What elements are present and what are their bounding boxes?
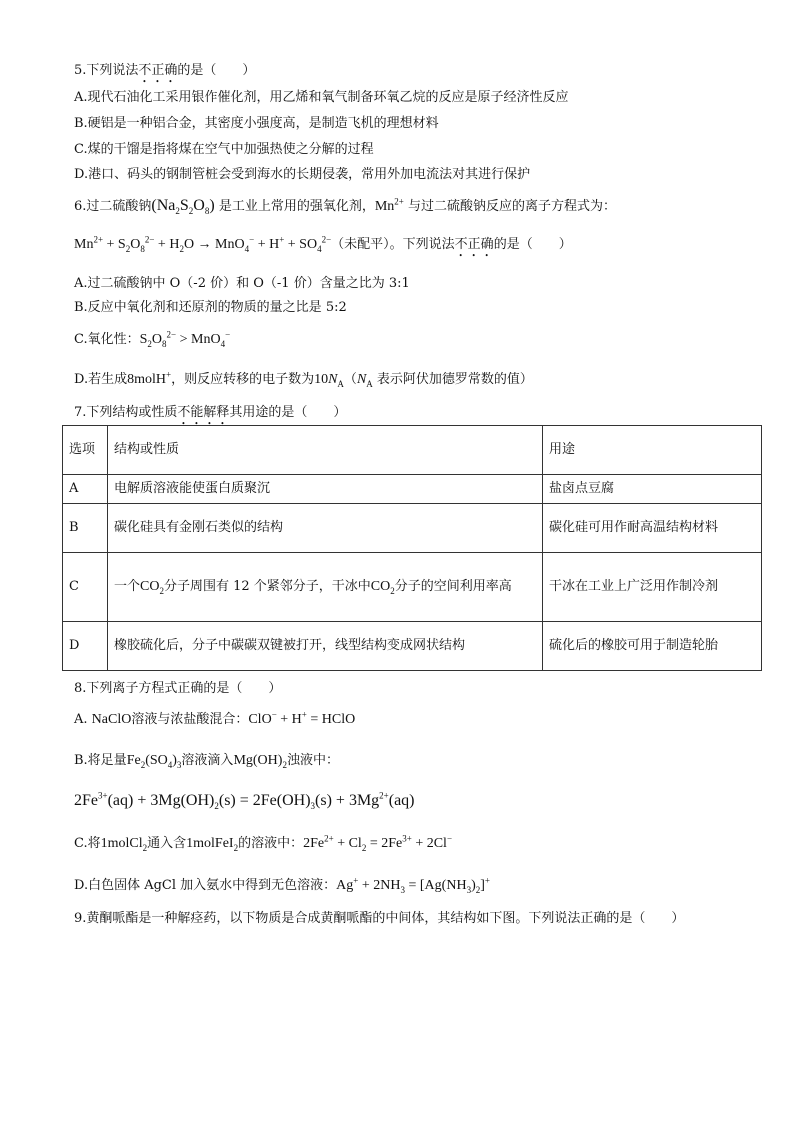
header-use: 用途 [543, 426, 762, 475]
table-header-row [63, 426, 762, 475]
row-use: 干冰在工业上广泛用作制冷剂 [543, 553, 762, 622]
q6-option-b: B.反应中氧化剂和还原剂的物质的量之比是 5:2 [74, 300, 347, 315]
q8-option-c: C.将1molCl$_2$通入含1molFeI$_2$的溶液中：$2Fe^{2+} + Cl_2 = 2Fe^{3+} + 2Cl^-$ [74, 833, 453, 853]
q5-option-a: A.现代石油化工采用银作催化剂，用乙烯和氧气制备环氧乙烷的反应是原子经济性反应 [74, 90, 569, 105]
row-property: 碳化硅具有金刚石类似的结构 [108, 504, 543, 553]
q8-option-a: A. NaClO溶液与浓盐酸混合：ClO− + H+ = HClO [74, 709, 356, 727]
q5-stem: 5.下列说法不正确的是（ ） [74, 63, 256, 78]
row-use: 碳化硅可用作耐高温结构材料 [543, 504, 762, 553]
q9-stem: 9.黄酮哌酯是一种解痉药，以下物质是合成黄酮哌酯的中间体，其结构如下图。下列说法正确的是（ ） [74, 911, 685, 926]
q6-stem: 6.过二硫酸钠$(Na_2S_2O_8)$ 是工业上常用的强氧化剂，$Mn^{2+}$ 与过二硫酸钠反应的离子方程式为： [74, 196, 617, 217]
table-row [63, 475, 762, 504]
row-use: 盐卤点豆腐 [543, 475, 762, 504]
row-property: 一个$CO_2$分子周围有 12 个紧邻分子，干冰中$CO_2$分子的空间利用率高 [108, 553, 543, 622]
row-option: C [63, 553, 108, 622]
row-use: 硫化后的橡胶可用于制造轮胎 [543, 622, 762, 671]
row-property: 电解质溶液能使蛋白质聚沉 [108, 475, 543, 504]
row-option: A [63, 475, 108, 504]
header-property: 结构或性质 [108, 426, 543, 475]
q8-option-b-equation: $2Fe^{3+}(aq) + 3Mg(OH)_2(s) = 2Fe(OH)_3(s) + 3Mg^{2+}(aq)$ [74, 790, 415, 812]
q5-option-b: B.硬铝是一种铝合金，其密度小强度高，是制造飞机的理想材料 [74, 116, 439, 131]
q5-option-d: D.港口、码头的钢制管桩会受到海水的长期侵袭，常用外加电流法对其进行保护 [74, 167, 531, 182]
row-property: 橡胶硫化后，分子中碳碳双键被打开，线型结构变成网状结构 [108, 622, 543, 671]
q6-equation: $Mn^{2+} + S_2O_8^{2-} + H_2O \to MnO_4^- + H^+ + SO_4^{2-}$（未配平）。下列说法不正确的是（ ） [74, 234, 572, 254]
table-row [63, 553, 762, 622]
q7-table [62, 425, 762, 671]
table-row [63, 622, 762, 671]
q6-option-c: C.氧化性：$S_2O_8^{2-} > MnO_4^-$ [74, 329, 231, 349]
header-option: 选项 [63, 426, 108, 475]
q7-stem: 7.下列结构或性质不能解释其用途的是（ ） [74, 405, 347, 420]
table-row [63, 504, 762, 553]
q6-option-d: D.若生成8molH+，则反应转移的电子数为$10N_A(N_A$ 表示阿伏加德罗常数的值） [74, 369, 533, 389]
q8-option-b: B.将足量$Fe_2(SO_4)_3$溶液滴入$Mg(OH)_2$浊液中： [74, 753, 339, 770]
q6-option-a: A.过二硫酸钠中 O（-2 价）和 O（-1 价）含量之比为 3:1 [74, 276, 410, 291]
row-option: D [63, 622, 108, 671]
q8-option-d: D.白色固体 AgCl 加入氨水中得到无色溶液：$Ag^+ + 2NH_3 = [Ag(NH_3)_2]^+$ [74, 875, 490, 895]
q8-stem: 8.下列离子方程式正确的是（ ） [74, 681, 282, 696]
q5-option-c: C.煤的干馏是指将煤在空气中加强热使之分解的过程 [74, 142, 374, 157]
row-option: B [63, 504, 108, 553]
